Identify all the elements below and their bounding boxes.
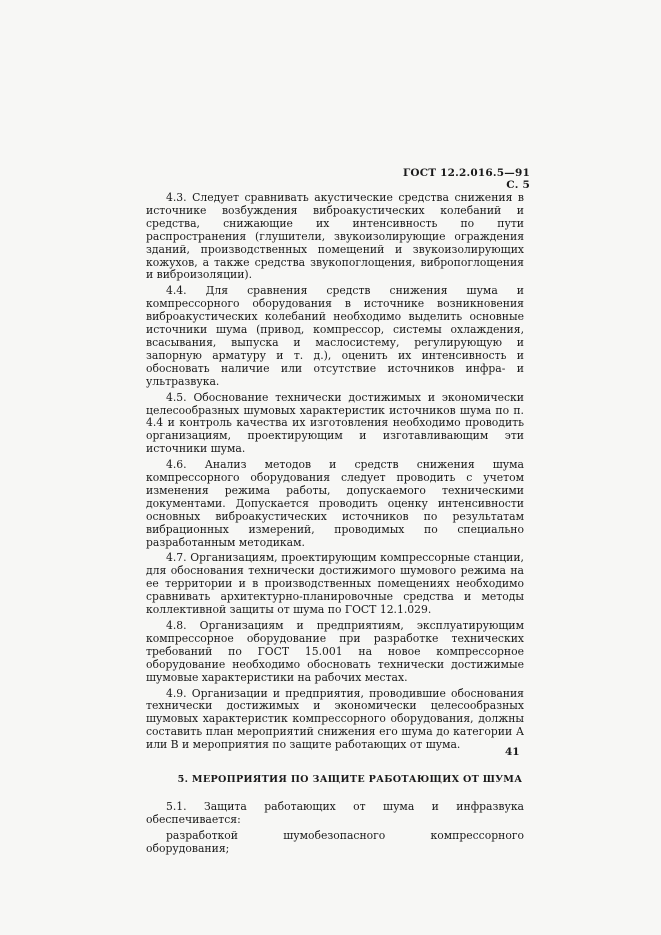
page-number: 41 (505, 746, 520, 758)
paragraph-4-9: 4.9. Организации и предприятия, проводившие обоснования технически достижимых и экономически целесообразных шумовых характеристик компрессорного оборудования, должны составить план мероприятий снижения его шума до категории А или В и мероприятия по защите работающих от шума. (146, 686, 524, 752)
paragraph-5-1: 5.1. Защита работающих от шума и инфразвука обеспечивается: (146, 799, 524, 826)
paragraph-4-4: 4.4. Для сравнения средств снижения шума и компрессорного оборудования в источнике возникновения виброакустических колебаний необходимо выделить основные источники шума (привод, компрессор, системы охлаждения, всасывания, выпуска и маслосистему, регулирующую и запорную арматуру и т. д.), оценить их интенсивность и обосновать наличие или отсутствие источников инфра- и ультразвука. (146, 284, 524, 388)
paragraph-5-1-item: разработкой шумобезопасного компрессорного оборудования; (146, 828, 524, 855)
paragraph-4-6: 4.6. Анализ методов и средств снижения шума компрессорного оборудования следует проводить с учетом изменения режима работы, допускаемого техническими документами. Допускается проводить оценку интенсивности основных виброакустических источников по результатам вибрационных измерений, проводимых по специально разработанным методикам. (146, 458, 524, 549)
paragraph-4-3: 4.3. Следует сравнивать акустические средства снижения в источнике возбуждения виброакустических колебаний и средства, снижающие их интенсивность по пути распространения (глушители, звукоизолирующие ограждения зданий, производственных помещений и звукоизолирующих кожухов, а также средства звукопоглощения, вибропоглощения и виброизоляции). (146, 191, 524, 282)
paragraph-4-7: 4.7. Организациям, проектирующим компрессорные станции, для обоснования технически достижимого шумового режима на ее территории и в производственных помещениях необходимо сравнивать архитектурно-планировочные средства и методы коллективной защиты от шума по ГОСТ 12.1.029. (146, 551, 524, 617)
paragraph-4-8: 4.8. Организациям и предприятиям, эксплуатирующим компрессорное оборудование при разработке технических требований по ГОСТ 15.001 на новое компрессорное оборудование необходимо обосновать технически достижимые шумовые характеристики на рабочих местах. (146, 619, 524, 684)
page-header: ГОСТ 12.2.016.5—91 С. 5 (402, 167, 530, 191)
paragraph-4-5: 4.5. Обоснование технически достижимых и экономически целесообразных шумовых характеристик источников шума по п. 4.4 и контроль качества их изготовления необходимо проводить организациям, проектирующим и изготавливающим эти источники шума. (146, 390, 524, 456)
section-title: 5. МЕРОПРИЯТИЯ ПО ЗАЩИТЕ РАБОТАЮЩИХ ОТ ШУМА (177, 774, 523, 786)
document-body (146, 192, 524, 859)
